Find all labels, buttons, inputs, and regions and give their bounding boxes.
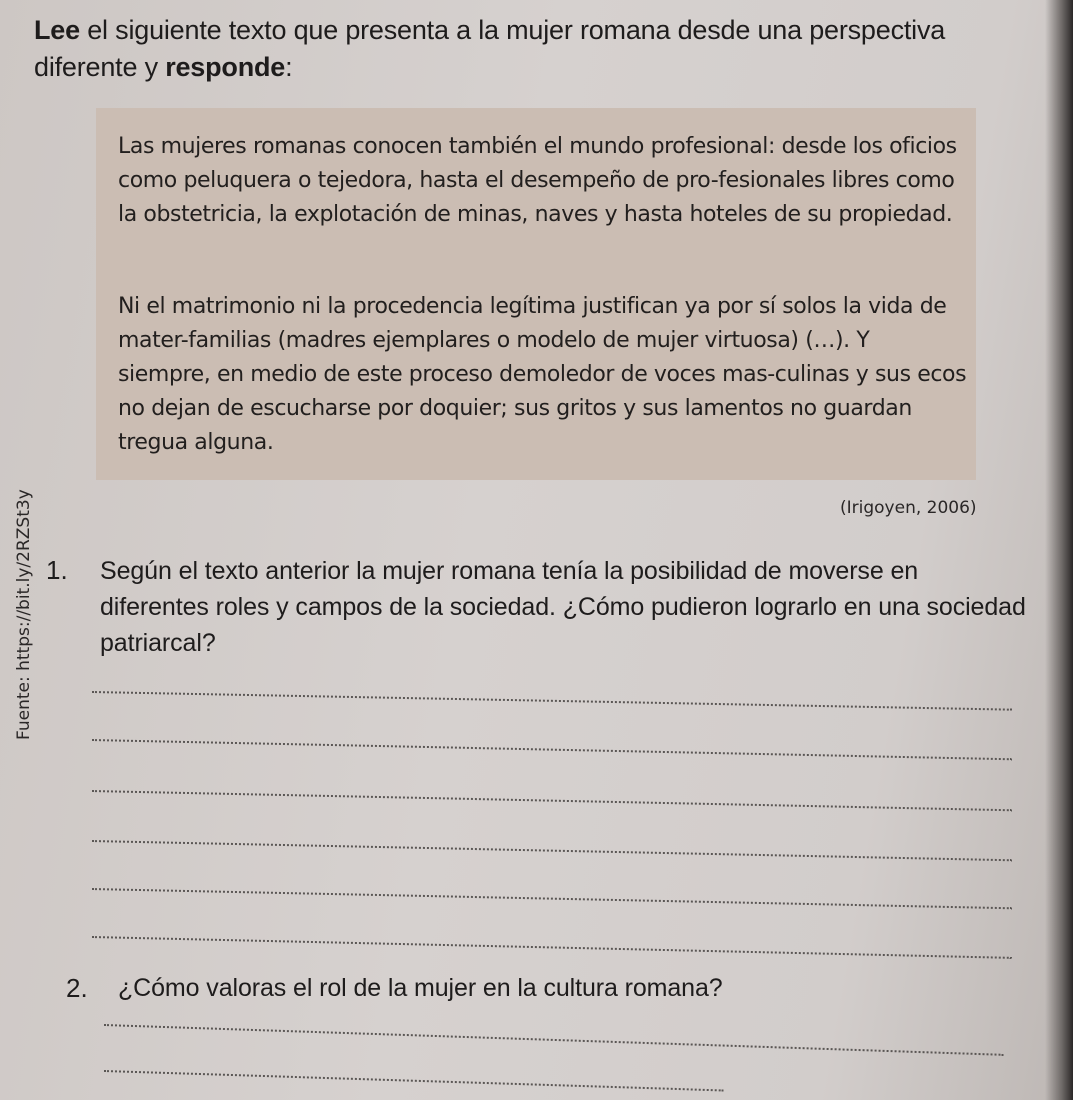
instruction xyxy=(34,12,1044,86)
instruction-action: responde xyxy=(165,52,286,82)
side-source-url: Fuente: https://bit.ly/2RZSt3y xyxy=(14,489,34,740)
answer-line[interactable] xyxy=(104,1070,724,1091)
answer-line[interactable] xyxy=(92,936,1012,959)
page-edge-shadow xyxy=(1045,0,1073,1100)
answer-line[interactable] xyxy=(104,1024,1004,1056)
answer-line[interactable] xyxy=(92,790,1012,811)
question-2-text: ¿Cómo valoras el rol de la mujer en la cultura romana? xyxy=(118,974,723,1002)
quote-source: (Irigoyen, 2006) xyxy=(840,498,977,518)
instruction-text-b: : xyxy=(285,52,293,82)
answer-line[interactable] xyxy=(92,888,1012,909)
quote-paragraph-1: Las mujeres romanas conocen también el mundo profesional: desde los oficios como peluquera o tejedora, hasta el desempeño de pro-fesionales libres como la obstetricia, la explotación de minas, naves y hasta hoteles de su propiedad. xyxy=(118,134,957,227)
question-1-number: 1. xyxy=(46,555,68,585)
instruction-text-a: el siguiente texto que presenta a la mujer romana desde una perspectiva diferente y xyxy=(34,15,946,82)
answer-line[interactable] xyxy=(92,739,1012,760)
question-1-text: Según el texto anterior la mujer romana tenía la posibilidad de moverse en diferentes roles y campos de la sociedad. ¿Cómo pudieron lograrlo en una sociedad patriarcal? xyxy=(100,557,1026,657)
quote-paragraph-2: Ni el matrimonio ni la procedencia legítima justifican ya por sí solos la vida de mater-familias (madres ejemplares o modelo de mujer virtuosa) (…). Y siempre, en medio de este proceso demoledor de voces mas-culinas y sus ecos no dejan de escucharse por doquier; sus gritos y sus lamentos no guardan tregua alguna. xyxy=(118,294,967,455)
answer-line[interactable] xyxy=(92,691,1012,711)
question-2-number: 2. xyxy=(66,973,88,1003)
instruction-lead: Lee xyxy=(34,15,80,45)
answer-line[interactable] xyxy=(92,840,1012,861)
